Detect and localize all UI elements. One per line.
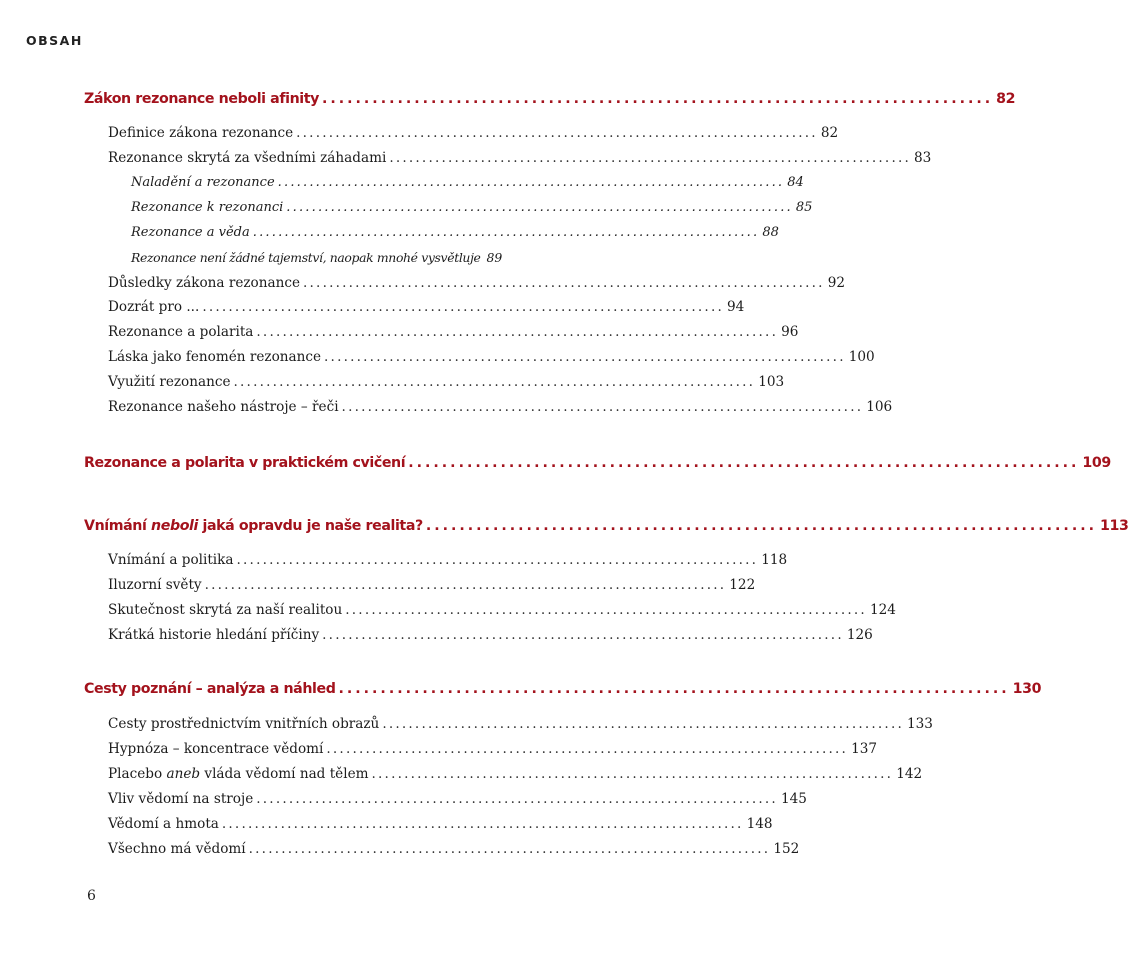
entry-title: Vliv vědomí na stroje	[108, 791, 254, 807]
leader-dots: ................................................................................	[408, 455, 1080, 471]
leader-dots: ................................................................................	[204, 577, 727, 593]
entry-page: 94	[727, 299, 745, 315]
leader-dots: ................................................................................	[277, 175, 785, 190]
leader-dots: ................................................................................	[322, 627, 844, 643]
entry-title: Cesty poznání – analýza a náhled	[84, 681, 336, 697]
leader-dots: ................................................................................	[382, 716, 904, 732]
entry-title: Dozrát pro ...	[108, 299, 200, 315]
leader-dots: ................................................................................	[296, 125, 818, 141]
leader-dots: ................................................................................	[256, 791, 778, 807]
leader-dots: ................................................................................	[345, 602, 867, 618]
entry-title: Využití rezonance	[108, 374, 231, 390]
leader-dots: ................................................................................	[236, 552, 759, 568]
toc-entry-section	[108, 716, 933, 732]
entry-title: Placebo aneb vláda vědomí nad tělem	[108, 766, 369, 782]
toc-entry-section	[108, 602, 896, 618]
entry-title: Hypnóza – koncentrace vědomí	[108, 741, 324, 757]
toc-entry-chapter	[84, 91, 1016, 107]
leader-dots: ................................................................................	[221, 816, 744, 832]
toc-entry-section	[108, 627, 873, 643]
leader-dots: ................................................................................	[303, 275, 825, 291]
entry-title: Rezonance skrytá za všedními záhadami	[108, 150, 387, 166]
leader-dots: ................................................................................	[321, 91, 994, 107]
entry-page: 152	[773, 841, 800, 857]
entry-page: 100	[848, 349, 875, 365]
toc-entry-section	[108, 816, 773, 832]
entry-title: Skutečnost skrytá za naší realitou	[108, 602, 343, 618]
entry-title-emphasis: aneb	[166, 766, 201, 782]
toc-entry-subsection	[131, 250, 503, 265]
entry-title: Zákon rezonance neboli afinity	[84, 91, 319, 107]
toc-entry-section	[108, 741, 878, 757]
leader-dots: ................................................................................	[233, 374, 756, 390]
leader-dots: ................................................................................	[326, 741, 849, 757]
entry-page: 82	[820, 125, 839, 141]
entry-title: Rezonance a věda	[131, 225, 250, 240]
running-head: OBSAH	[26, 33, 83, 48]
entry-page: 133	[907, 716, 933, 732]
leader-dots: ................................................................................	[286, 200, 793, 215]
entry-title: Důsledky zákona rezonance	[108, 275, 300, 291]
page-number: 6	[87, 888, 96, 904]
entry-title: Všechno má vědomí	[108, 841, 246, 857]
entry-page: 106	[866, 399, 893, 415]
entry-page: 88	[762, 225, 779, 240]
toc-entry-section	[108, 399, 893, 415]
toc-entry-chapter	[84, 681, 1042, 697]
entry-page: 89	[486, 250, 503, 265]
entry-title: Cesty prostřednictvím vnitřních obrazů	[108, 716, 380, 732]
entry-page: 113	[1100, 518, 1128, 534]
toc-entry-subsection	[131, 225, 779, 240]
toc-entry-section	[108, 299, 745, 315]
entry-page: 103	[758, 374, 785, 390]
toc-entry-section	[108, 791, 807, 807]
entry-title: Rezonance našeho nástroje – řeči	[108, 399, 339, 415]
leader-dots: ................................................................................	[371, 766, 894, 782]
toc-entry-section	[108, 766, 923, 782]
entry-title: Iluzorní světy	[108, 577, 202, 593]
entry-page: 124	[869, 602, 896, 618]
toc-entry-chapter	[84, 455, 1111, 471]
entry-page: 137	[851, 741, 878, 757]
toc-entry-chapter	[84, 518, 1128, 534]
entry-page: 145	[780, 791, 807, 807]
entry-page: 85	[795, 200, 813, 215]
entry-page: 130	[1012, 681, 1042, 697]
leader-dots: ................................................................................	[341, 399, 864, 415]
entry-page: 148	[746, 816, 773, 832]
toc-entry-section	[108, 552, 788, 568]
leader-dots: ................................................................................	[252, 225, 760, 240]
entry-page: 92	[827, 275, 845, 291]
toc-entry-section	[108, 275, 845, 291]
entry-title: Vědomí a hmota	[108, 816, 219, 832]
leader-dots: ................................................................................	[256, 324, 779, 340]
leader-dots: ................................................................................	[202, 299, 724, 315]
entry-page: 118	[761, 552, 788, 568]
leader-dots: ................................................................................	[324, 349, 846, 365]
entry-title-emphasis: neboli	[151, 518, 198, 534]
entry-page: 84	[787, 175, 804, 190]
entry-page: 126	[846, 627, 873, 643]
entry-page: 142	[896, 766, 923, 782]
leader-dots: ................................................................................	[425, 518, 1097, 534]
toc-entry-section	[108, 125, 839, 141]
entry-title: Naladění a rezonance	[131, 175, 275, 190]
toc-entry-section	[108, 841, 800, 857]
toc-entry-section	[108, 577, 756, 593]
entry-title: Vnímání a politika	[108, 552, 234, 568]
toc-entry-section	[108, 150, 932, 166]
entry-page: 82	[996, 91, 1016, 107]
entry-page: 109	[1082, 455, 1111, 471]
entry-title: Rezonance a polarita v praktickém cvičení	[84, 455, 406, 471]
entry-title: Vnímání neboli jaká opravdu je naše realita?	[84, 518, 423, 534]
leader-dots: ................................................................................	[389, 150, 912, 166]
toc-entry-section	[108, 349, 875, 365]
entry-title: Definice zákona rezonance	[108, 125, 294, 141]
entry-page: 122	[729, 577, 756, 593]
toc-entry-subsection	[131, 175, 804, 190]
toc-entry-section	[108, 324, 799, 340]
leader-dots: ................................................................................	[248, 841, 771, 857]
entry-title: Rezonance a polarita	[108, 324, 254, 340]
leader-dots: ................................................................................	[338, 681, 1010, 697]
entry-title: Krátká historie hledání příčiny	[108, 627, 320, 643]
toc-entry-section	[108, 374, 785, 390]
entry-title: Rezonance k rezonanci	[131, 200, 284, 215]
entry-title: Rezonance není žádné tajemství, naopak mnohé vysvětluje	[131, 250, 481, 265]
toc-entry-subsection	[131, 200, 813, 215]
entry-page: 83	[914, 150, 932, 166]
entry-title: Láska jako fenomén rezonance	[108, 349, 322, 365]
entry-page: 96	[781, 324, 799, 340]
